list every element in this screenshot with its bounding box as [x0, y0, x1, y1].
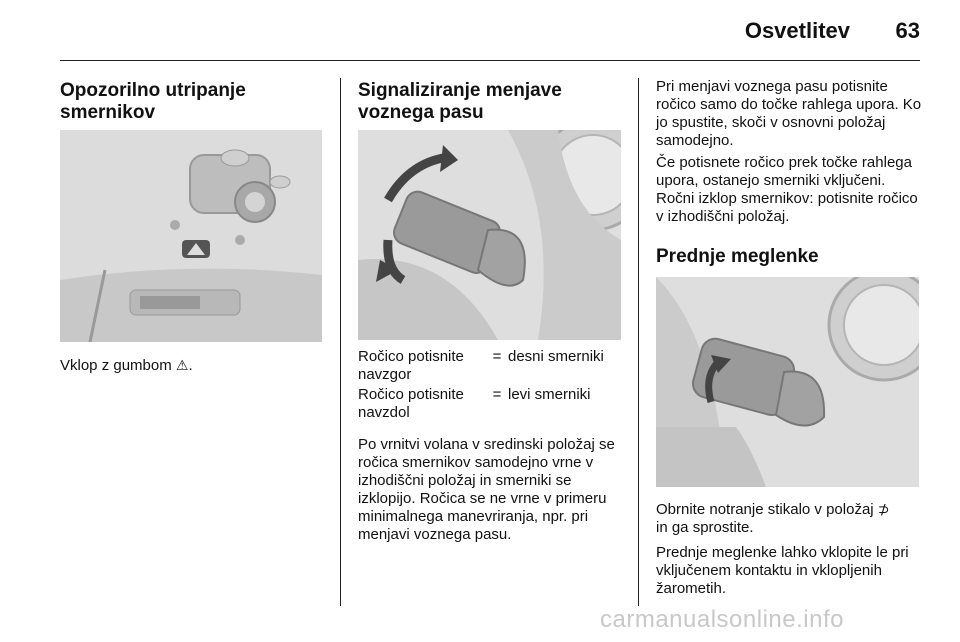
lever-legend [358, 348, 628, 422]
lane-change-manual-off-paragraph: Če potisnete ročico prek točke rahlega upora, ostanejo smerniki vključeni. Ročni izklop smernikov: potisnite ročico v izhodiščni položaj. [656, 154, 918, 225]
front-fog-light-icon: ⊅ [877, 501, 890, 517]
column-divider-1 [340, 78, 341, 606]
fog-light-switch-illustration [656, 277, 919, 487]
hazard-caption [60, 356, 330, 375]
legend-value: desni smerniki [508, 348, 604, 365]
lane-change-paragraph-continued: Pri menjavi voznega pasu potisnite ročico samo do točke rahlega upora. Ko jo spustite, skoči v osnovni položaj samodejno. [656, 78, 922, 149]
fog-light-instruction-end: in ga sprostite. [656, 519, 754, 536]
legend-term: Ročico potisnite navzgor [358, 348, 464, 383]
hazard-switch-illustration [60, 130, 322, 342]
legend-equals: = [492, 386, 502, 403]
page-number: 63 [895, 18, 920, 43]
site-watermark: carmanualsonline.info [600, 606, 844, 633]
legend-row [358, 348, 628, 384]
fog-light-condition: Prednje meglenke lahko vklopite le pri vključenem kontaktu in vklopljenih žarometih. [656, 544, 909, 597]
lane-change-paragraph: Po vrnitvi volana v sredinski položaj se ročica smernikov samodejno vrne v izhodiščni položaj in smerniki se izklopijo. Ročica se ne vrne v primeru minimalnega manevriranja, npr. pri menjavi voznega pasu. [358, 436, 615, 543]
legend-term: Ročico potisnite navzdol [358, 386, 464, 421]
hazard-lights-heading: Opozorilno utripanje smernikov [60, 80, 246, 123]
front-fog-lights-heading: Prednje meglenke [656, 246, 819, 267]
legend-row [358, 384, 628, 422]
hazard-caption-end: . [188, 357, 193, 374]
column-divider-2 [638, 78, 639, 606]
hazard-caption-text: Vklop z gumbom [60, 357, 172, 374]
hazard-triangle-icon: ⚠ [175, 357, 189, 373]
header-divider [60, 60, 920, 61]
turn-signal-lever-illustration [358, 130, 621, 340]
fog-light-instruction-text: Obrnite notranje stikalo v položaj [656, 501, 874, 518]
legend-equals: = [492, 348, 502, 365]
lane-change-heading: Signaliziranje menjave voznega pasu [358, 80, 562, 123]
fog-light-instruction [656, 500, 926, 537]
page-title: Osvetlitev [744, 18, 850, 43]
legend-value: levi smerniki [508, 386, 591, 403]
